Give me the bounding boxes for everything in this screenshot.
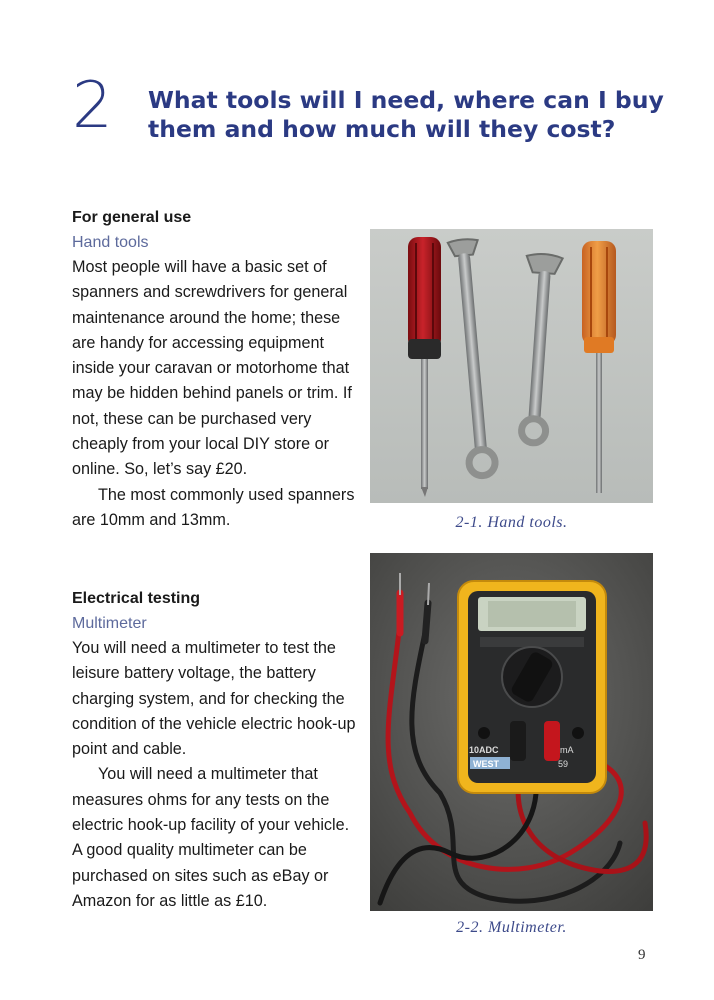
figure-caption-multimeter: 2-2. Multimeter. [456, 919, 567, 936]
multimeter-photo [370, 553, 653, 911]
hand-tools-illustration [370, 229, 653, 503]
multimeter-illustration [370, 553, 653, 911]
hand-tools-photo [370, 229, 653, 503]
general-use-section [72, 205, 362, 533]
meter-port-label: mA [560, 745, 574, 755]
meter-model-label: 59 [558, 759, 569, 769]
subheading-multimeter: Multimeter [72, 615, 147, 632]
section-heading-electrical-testing: Electrical testing [72, 590, 201, 607]
chapter-number: 2 [72, 69, 111, 143]
chapter-title: What tools will I need, where can I buy them and how much will they cost? [148, 86, 664, 143]
hand-tools-paragraph: Most people will have a basic set of spanners and screwdrivers for general maintenance around the home; these are handy for accessing equipment inside your caravan or motorhome that may be hidden behind panels or trim. If not, these can be purchased very cheaply from your local DIY store or online. So, let’s say £20. [72, 258, 352, 479]
page-number: 9 [638, 947, 646, 963]
meter-brand-label: WEST [473, 759, 499, 769]
meter-socket-label: 10ADC [469, 745, 499, 755]
multimeter-paragraph-2: You will need a multimeter that measures ohms for any tests on the electric hook-up facility of your vehicle. A good quality multimeter can be purchased on sites such as eBay or Amazon for as little as £10. [72, 765, 350, 910]
spanners-paragraph: The most commonly used spanners are 10mm and 13mm. [72, 485, 355, 529]
multimeter-paragraph-1: You will need a multimeter to test the leisure battery voltage, the battery charging system, and for checking the condition of the vehicle electric hook-up point and cable. [72, 639, 356, 759]
section-heading-general-use: For general use [72, 209, 192, 226]
electrical-testing-section [72, 586, 362, 914]
figure-caption-hand-tools: 2-1. Hand tools. [455, 514, 568, 531]
subheading-hand-tools: Hand tools [72, 234, 149, 251]
